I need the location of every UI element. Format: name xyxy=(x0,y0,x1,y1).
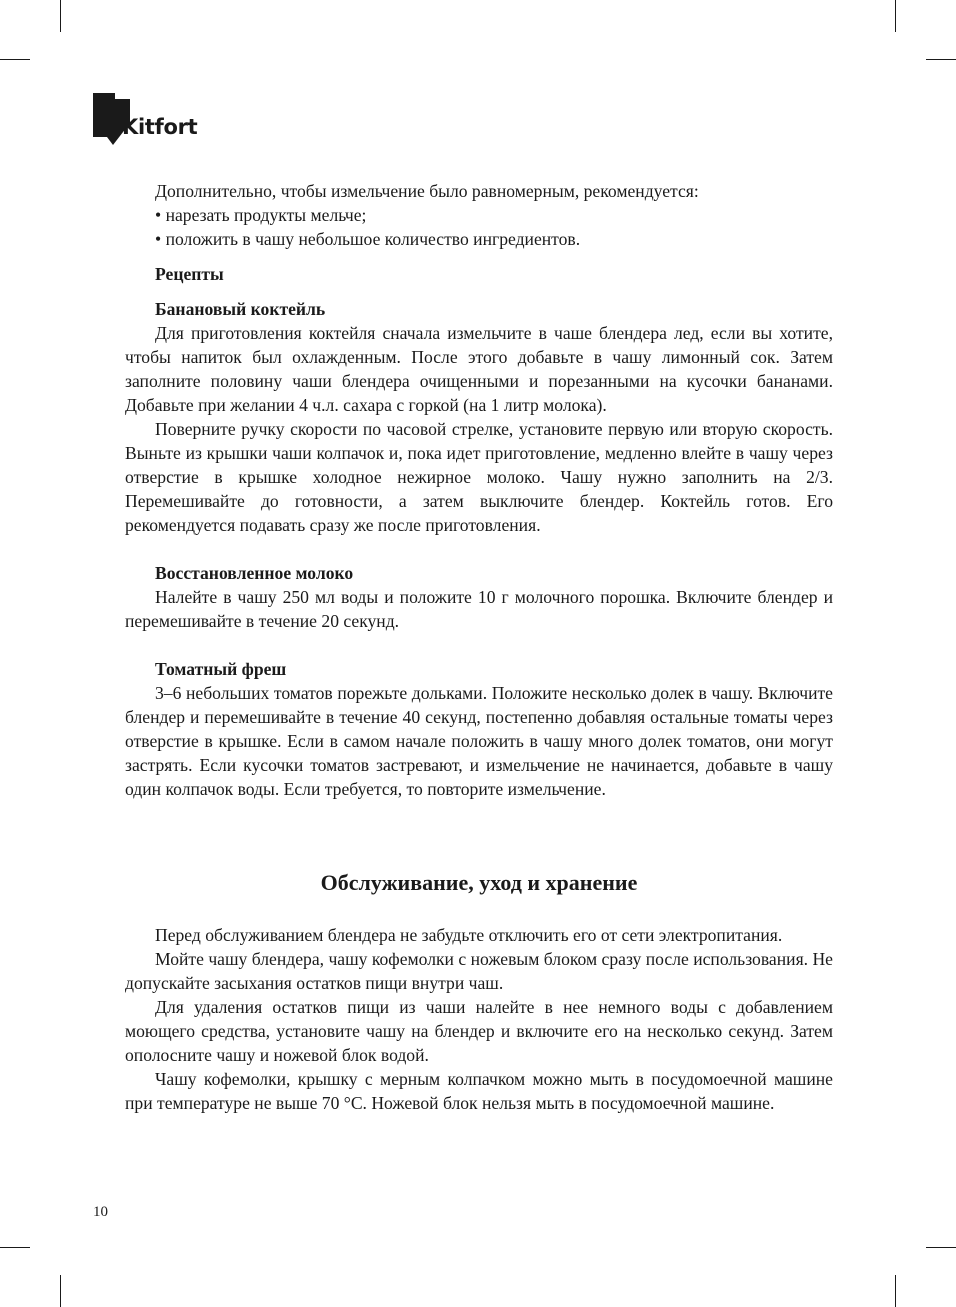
crop-mark-top-left xyxy=(60,0,61,32)
crop-mark-bottom-right xyxy=(895,1275,896,1307)
intro-bullet: • нарезать продукты мельче; xyxy=(155,205,367,225)
crop-mark-top-right-h xyxy=(926,59,956,60)
crop-mark-top-right xyxy=(895,0,896,32)
intro-bullet-text: нарезать продукты мельче; xyxy=(165,205,367,225)
crop-mark-top-left-h xyxy=(0,59,30,60)
maintenance-paragraph-4: Чашу кофемолки, крышку с мерным колпачком можно мыть в посудомоечной машине при температуре не выше 70 °C. Ножевой блок нельзя мыть в посудомоечной машине. xyxy=(125,1069,833,1113)
intro-bullet: • положить в чашу небольшое количество ингредиентов. xyxy=(155,229,581,249)
recipe-title-milk: Восстановленное молоко xyxy=(155,563,354,583)
crop-mark-bottom-right-h xyxy=(926,1247,956,1248)
recipe-banana-paragraph-2: Поверните ручку скорости по часовой стрелке, установите первую или вторую скорость. Выньте из крышки чаши колпачок и, пока идет приготовление, медленно влейте в чашу через отверстие в крышке холодное нежирное молоко. Чашу нужно заполнить на 2/3. Перемешивайте до готовности, а затем выключите блендер. Коктейль готов. Его рекомендуется подавать сразу же после приготовления. xyxy=(125,419,833,535)
recipe-banana-paragraph-1: Для приготовления коктейля сначала измельчите в чаше блендера лед, если вы хотите, чтобы напиток был охлажденным. После этого добавьте в чашу лимонный сок. Затем заполните половину чаши блендера очищенными и порезанными на кусочки бананами. Добавьте при желании 4 ч.л. сахара с горкой (на 1 литр молока). xyxy=(125,323,833,415)
section-title-maintenance: Обслуживание, уход и хранение xyxy=(320,870,638,895)
maintenance-paragraph-2: Мойте чашу блендера, чашу кофемолки с ножевым блоком сразу после использования. Не допускайте засыхания остатков пищи внутри чаш. xyxy=(125,949,833,993)
recipe-title-banana: Банановый коктейль xyxy=(155,299,326,319)
intro-bullet-text: положить в чашу небольшое количество ингредиентов. xyxy=(165,229,581,249)
recipe-milk-paragraph: Налейте в чашу 250 мл воды и положите 10 г молочного порошка. Включите блендер и перемешивайте в течение 20 секунд. xyxy=(125,587,833,631)
intro-text: Дополнительно, чтобы измельчение было равномерным, рекомендуется: xyxy=(155,181,699,201)
crop-mark-bottom-left xyxy=(60,1275,61,1307)
maintenance-paragraph-1: Перед обслуживанием блендера не забудьте отключить его от сети электропитания. xyxy=(155,925,783,945)
brand-name: Kitfort xyxy=(122,115,198,139)
recipe-tomato-paragraph: 3–6 небольших томатов порежьте дольками. Положите несколько долек в чашу. Включите блендер и перемешивайте в течение 40 секунд, постепенно добавляя остальные томаты через отверстие в крышке. Если в самом начале положить в чашу много долек томатов, они могут застрять. Если кусочки томатов застревают, и измельчение не начинается, добавьте в чашу один колпачок воды. Если требуется, то повторите измельчение. xyxy=(125,683,833,799)
recipes-heading: Рецепты xyxy=(155,264,224,284)
maintenance-paragraph-3: Для удаления остатков пищи из чаши налейте в нее немного воды с добавлением моющего средства, установите чашу на блендер и включите его на несколько секунд. Затем ополосните чашу и ножевой блок водой. xyxy=(125,997,833,1065)
crop-mark-bottom-left-h xyxy=(0,1247,30,1248)
page-content xyxy=(125,179,833,1115)
recipe-title-tomato: Томатный фреш xyxy=(155,659,287,679)
page-number: 10 xyxy=(93,1204,108,1220)
